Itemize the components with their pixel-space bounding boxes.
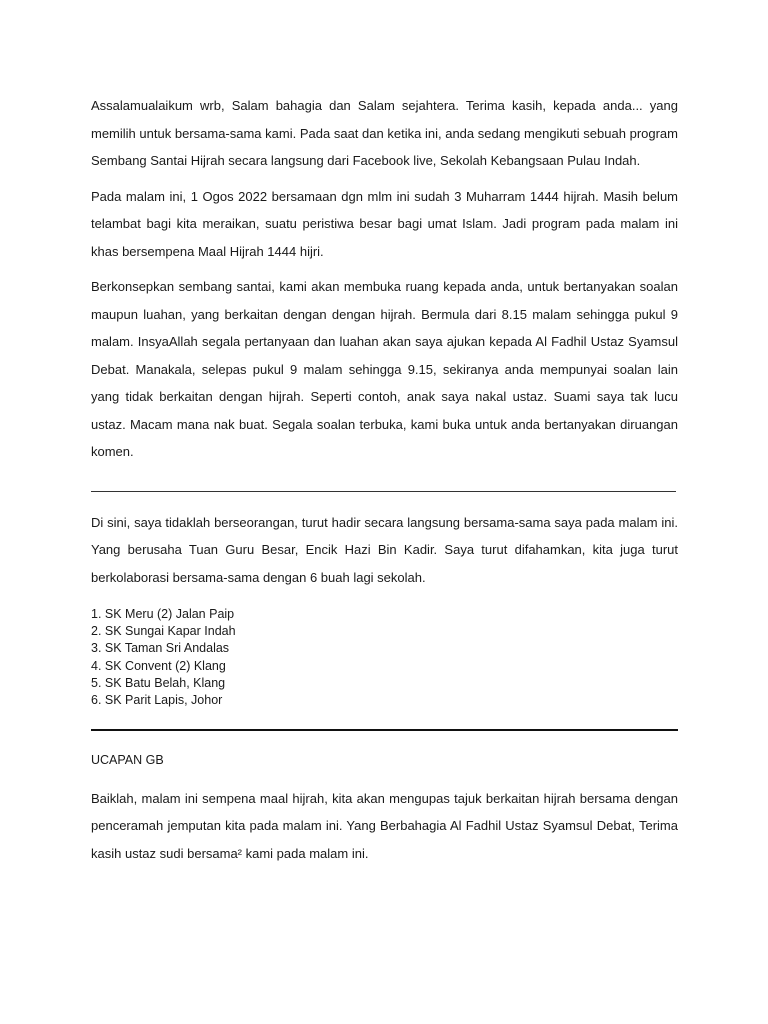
paragraph-closing: Baiklah, malam ini sempena maal hijrah, kita akan mengupas tajuk berkaitan hijrah bersama dengan penceramah jemputan kita pada malam ini. Yang Berbahagia Al Fadhil Ustaz Syamsul Debat, Terima kasih ustaz sudi bersama² kami pada malam ini.: [91, 790, 678, 861]
list-item: 4. SK Convent (2) Klang: [91, 658, 226, 673]
section-heading: UCAPAN GB: [91, 753, 164, 768]
list-item: 5. SK Batu Belah, Klang: [91, 675, 226, 690]
school-list: [91, 606, 678, 709]
list-item: 2. SK Sungai Kapar Indah: [91, 624, 236, 639]
paragraph-guests: Di sini, saya tidaklah berseorangan, turut hadir secara langsung bersama-sama saya pada malam ini. Yang berusaha Tuan Guru Besar, Encik Hazi Bin Kadir. Saya turut difahamkan, kita juga turut berkolaborasi bersama-sama dengan 6 buah lagi sekolah.: [91, 514, 678, 585]
list-item: 6. SK Parit Lapis, Johor: [91, 693, 223, 708]
paragraph-concept: Berkonsepkan sembang santai, kami akan membuka ruang kepada anda, untuk bertanyakan soalan maupun luahan, yang berkaitan dengan dengan hijrah. Bermula dari 8.15 malam sehingga pukul 9 malam. InsyaAllah segala pertanyaan dan luahan akan saya ajukan kepada Al Fadhil Ustaz Syamsul Debat. Manakala, selepas pukul 9 malam sehingga 9.15, sekiranya anda mempunyai soalan lain yang tidak berkaitan dengan hijrah. Seperti contoh, anak saya nakal ustaz. Suami saya tak lucu ustaz. Macam mana nak buat. Segala soalan terbuka, kami buka untuk anda bertanyakan diruangan komen.: [91, 279, 678, 459]
list-item: 3. SK Taman Sri Andalas: [91, 641, 230, 656]
document-page: [91, 92, 678, 867]
guests-section: [91, 509, 678, 592]
closing-section: [91, 785, 678, 868]
paragraph-date: Pada malam ini, 1 Ogos 2022 bersamaan dgn mlm ini sudah 3 Muharram 1444 hijrah. Masih belum telambat bagi kita meraikan, suatu peristiwa besar bagi umat Islam. Jadi program pada malam ini khas bersempena Maal Hijrah 1444 hijri.: [91, 188, 678, 259]
paragraph-greeting: Assalamualaikum wrb, Salam bahagia dan Salam sejahtera. Terima kasih, kepada anda... yang memilih untuk bersama-sama kami. Pada saat dan ketika ini, anda sedang mengikuti sebuah program Sembang Santai Hijrah secara langsung dari Facebook live, Sekolah Kebangsaan Pulau Indah.: [91, 98, 678, 168]
divider-thin: [91, 491, 676, 492]
list-item: 1. SK Meru (2) Jalan Paip: [91, 607, 235, 621]
intro-section: [91, 92, 678, 466]
divider-thick: [91, 729, 678, 731]
